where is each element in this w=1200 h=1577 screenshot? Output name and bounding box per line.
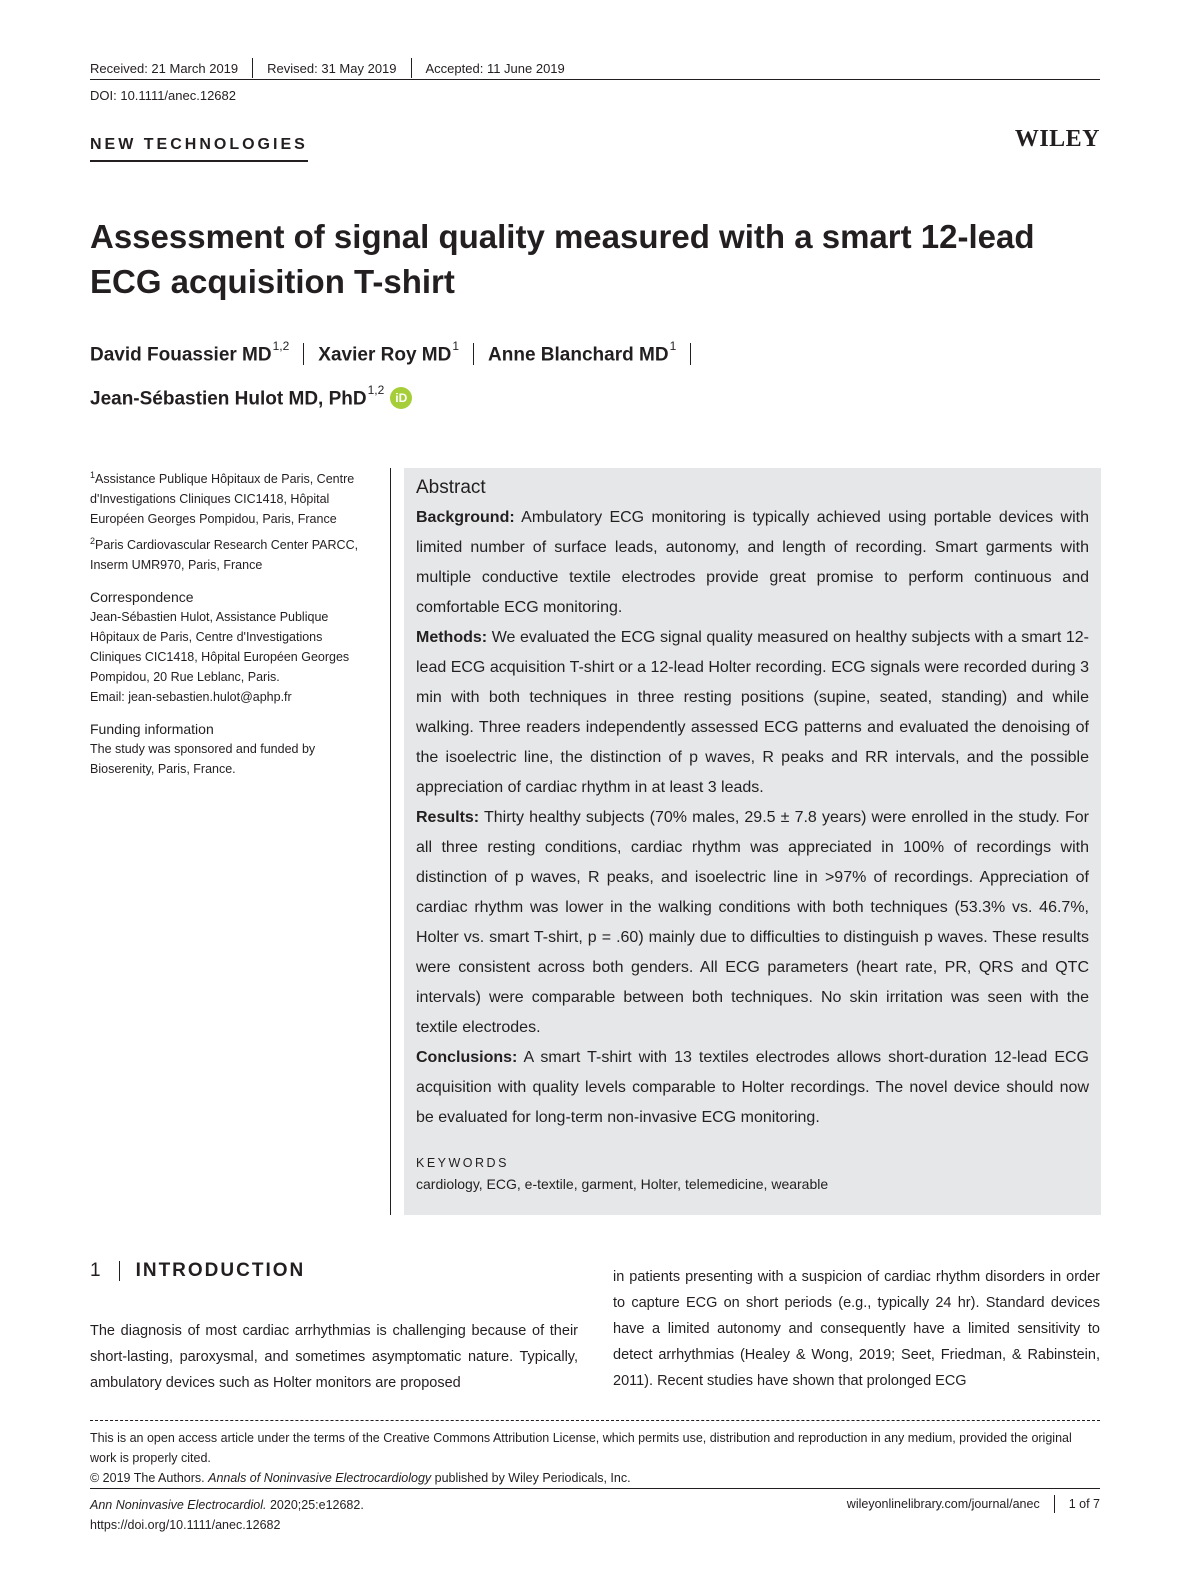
funding-text: The study was sponsored and funded by Bioserenity, Paris, France.: [90, 742, 316, 777]
funding-heading: Funding information: [90, 721, 214, 738]
abstract-results: Results: Thirty healthy subjects (70% males, 29.5 ± 7.8 years) were enrolled in the study. For all three resting conditions, cardiac rhythm was appreciated in 100% of recordings with distinction of p waves, R peaks, and isoelectric line in >97% of recordings. Appreciation of cardiac rhythm was lower in the walking conditions with both techniques (53.3% vs. 46.7%, Holter vs. smart T-shirt, p = .60) mainly due to difficulties to distinguish p waves. These results were consistent across both genders. All ECG parameters (heart rate, PR, QRS and QTC intervals) were comparable between both techniques. No skin irritation was seen with the textile electrodes.: [416, 809, 1090, 1036]
abstract-conclusions: Conclusions: A smart T-shirt with 13 textiles electrodes allows short-duration 12-lead ECG acquisition with quality levels comparable to Holter recordings. The novel device should now be evaluated for long-term non-invasive ECG monitoring.: [416, 1049, 1090, 1126]
affiliations-column: [90, 465, 375, 779]
abstract-box: [404, 468, 1101, 1215]
divider: [252, 58, 253, 78]
section-tag: NEW TECHNOLOGIES: [90, 136, 308, 162]
author-name[interactable]: Xavier Roy $MD^1$: [318, 339, 460, 366]
divider: [411, 58, 412, 78]
keywords-label: KEYWORDS: [416, 1156, 509, 1170]
footnote-rule: [90, 1420, 1100, 1421]
abstract-background: Background: Ambulatory ECG monitoring is typically achieved using portable devices with limited number of surface leads, autonomy, and length of recording. Smart garments with multiple conductive textile electrodes provide great promise to perform continuous and comfortable ECG monitoring.: [416, 509, 1089, 616]
correspondence-text: Jean-Sébastien Hulot, Assistance Publique Hôpitaux de Paris, Centre d'Investigations Cliniques CIC1418, Hôpital Européen Georges Pompidou, 20 Rue Leblanc, Paris.: [90, 610, 350, 685]
license-note: [90, 1428, 1100, 1488]
divider: [1054, 1495, 1055, 1513]
citation-line: Ann Noninvasive Electrocardiol. 2020;25:e12682.: [90, 1498, 364, 1512]
section-title: INTRODUCTION: [135, 1260, 306, 1281]
received-date: Received: 21 March 2019: [90, 60, 239, 76]
author-name[interactable]: David Fouassier MD$^{1,2}$: [90, 339, 290, 366]
author-name[interactable]: Anne Blanchard $MD^1$: [488, 339, 677, 366]
affiliation-1: $^1$Assistance Publique Hôpitaux de Paris, Centre d'Investigations Cliniques CIC1418, Hôpital Européen Georges Pompidou, Paris, France: [90, 470, 355, 527]
intro-column-left: [90, 1318, 578, 1396]
section-heading: [90, 1260, 305, 1282]
abstract-methods: Methods: We evaluated the ECG signal quality measured on healthy subjects with a smart 12-lead ECG acquisition T-shirt or a 12-lead Holter recording. ECG signals were recorded during 3 min with both techniques in three resting positions (supine, seated, standing) and while walking. Three readers independently assessed ECG patterns and evaluated the denoising of the isoelectric line, the distinction of p waves, R peaks and RR intervals, and the possible appreciation of cardiac rhythm in at least 3 leads.: [416, 629, 1089, 796]
divider: [303, 343, 304, 365]
journal-website-link[interactable]: wileyonlinelibrary.com/journal/anec: [846, 1497, 1040, 1511]
article-dates: [90, 58, 565, 78]
citation-block: [90, 1495, 364, 1535]
orcid-icon[interactable]: iD: [390, 387, 412, 409]
abstract-body: [416, 503, 1089, 1133]
author-list: [90, 339, 705, 366]
page-number: 1 of 7: [1068, 1497, 1100, 1511]
footer-right: [700, 1495, 1100, 1513]
article-title: Assessment of signal quality measured with a smart 12-lead ECG acquisition T-shirt: [90, 218, 1035, 300]
accepted-date: Accepted: 11 June 2019: [425, 60, 565, 76]
copyright-line: © 2019 The Authors. Annals of Noninvasive Electrocardiology published by Wiley Periodicals, Inc.: [90, 1471, 631, 1485]
intro-column-right: [613, 1264, 1100, 1394]
header-rule: [90, 79, 1100, 80]
author-list-continued: [90, 383, 412, 410]
divider: [690, 343, 691, 365]
revised-date: Revised: 31 May 2019: [267, 60, 397, 76]
doi-link[interactable]: https://doi.org/10.1111/anec.12682: [90, 1518, 281, 1532]
license-text: This is an open access article under the terms of the Creative Commons Attribution License, which permits use, distribution and reproduction in any medium, provided the original work is properly cited.: [90, 1431, 1072, 1465]
correspondence-email[interactable]: Email: jean-sebastien.hulot@aphp.fr: [90, 690, 292, 705]
body-paragraph: The diagnosis of most cardiac arrhythmias is challenging because of their short-lasting, paroxysmal, and sometimes asymptomatic nature. Typically, ambulatory devices such as Holter monitors are proposed: [90, 1323, 578, 1391]
footer-rule: [90, 1488, 1100, 1489]
keywords-list: cardiology, ECG, e-textile, garment, Holter, telemedicine, wearable: [416, 1176, 829, 1192]
abstract-heading: Abstract: [416, 477, 486, 498]
divider: [119, 1261, 120, 1281]
doi-label[interactable]: DOI: 10.1111/anec.12682: [90, 88, 236, 103]
body-paragraph: in patients presenting with a suspicion of cardiac rhythm disorders in order to capture ECG on short periods (e.g., typically 24 hr). Standard devices have a limited autonomy and consequently have a limited sensitivity to detect arrhythmias (Healey & Wong, 2019; Seet, Friedman, & Rabinstein, 2011). Recent studies have shown that prolonged ECG: [613, 1269, 1100, 1389]
publisher-logo: WILEY: [1014, 126, 1100, 152]
correspondence-heading: Correspondence: [90, 589, 194, 606]
column-divider: [390, 468, 391, 1215]
divider: [473, 343, 474, 365]
affiliation-2: $^2$Paris Cardiovascular Research Center PARCC, Inserm UMR970, Paris, France: [90, 536, 359, 573]
author-name[interactable]: Jean-Sébastien Hulot MD, PhD$^{1,2}$: [90, 383, 385, 410]
section-number: 1: [90, 1260, 103, 1281]
